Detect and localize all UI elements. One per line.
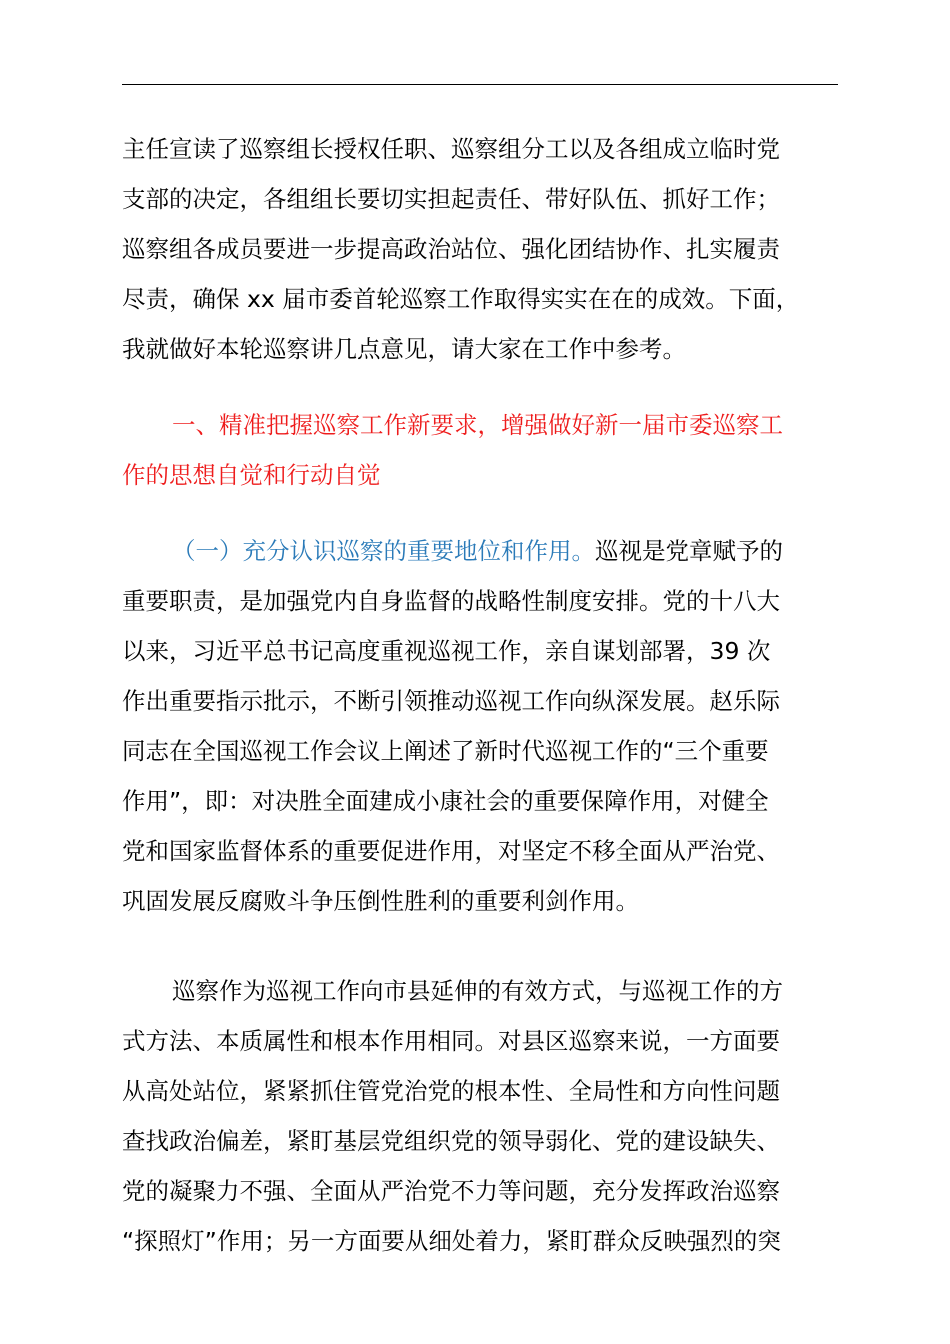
text-line: 同志在全国巡视工作会议上阐述了新时代巡视工作的“三个重要: [122, 737, 769, 765]
text-line: 重要职责，是加强党内自身监督的战略性制度安排。党的十八大: [122, 587, 780, 615]
text-line: 作用”，即：对决胜全面建成小康社会的重要保障作用，对健全: [122, 787, 769, 815]
text-line: “探照灯”作用；另一方面要从细处着力，紧盯群众反映强烈的突: [122, 1227, 781, 1255]
text-line: 作出重要指示批示，不断引领推动巡视工作向纵深发展。赵乐际: [122, 687, 780, 715]
text-line: 支部的决定，各组组长要切实担起责任、带好队伍、抓好工作；: [122, 185, 780, 213]
text-line: 以来，习近平总书记高度重视巡视工作，亲自谋划部署，39 次: [122, 637, 771, 665]
text-line: 查找政治偏差，紧盯基层党组织党的领导弱化、党的建设缺失、: [122, 1127, 780, 1155]
text-line: 党的凝聚力不强、全面从严治党不力等问题，充分发挥政治巡察: [122, 1177, 780, 1205]
text-fragment: 巡视是党章赋予的: [595, 537, 783, 565]
paragraph-county-inspection: [122, 966, 838, 1266]
text-line: 尽责，确保 xx 届市委首轮巡察工作取得实实在在的成效。下面，: [122, 285, 800, 313]
section-heading-1: [122, 400, 838, 500]
heading-line: 作的思想自觉和行动自觉: [122, 461, 381, 489]
text-line: 党和国家监督体系的重要促进作用，对坚定不移全面从严治党、: [122, 837, 780, 865]
text-line: 巡察作为巡视工作向市县延伸的有效方式，与巡视工作的方: [172, 977, 783, 1005]
text-line: 主任宣读了巡察组长授权任职、巡察组分工以及各组成立临时党: [122, 135, 780, 163]
paragraph-intro-continued: [122, 124, 838, 374]
text-line: 从高处站位，紧紧抓住管党治党的根本性、全局性和方向性问题: [122, 1077, 780, 1105]
text-line: 我就做好本轮巡察讲几点意见，请大家在工作中参考。: [122, 335, 686, 363]
paragraph-role-of-inspection: [122, 526, 838, 926]
header-rule: [122, 84, 838, 85]
heading-line: 一、精准把握巡察工作新要求，增强做好新一届市委巡察工: [172, 411, 783, 439]
text-line: 巡察组各成员要进一步提高政治站位、强化团结协作、扎实履责: [122, 235, 780, 263]
text-line-first: [122, 526, 838, 576]
text-line: 式方法、本质属性和根本作用相同。对县区巡察来说，一方面要: [122, 1027, 780, 1055]
subheading-1: （一）充分认识巡察的重要地位和作用。: [172, 537, 595, 565]
document-body: [122, 124, 838, 1266]
text-line: 巩固发展反腐败斗争压倒性胜利的重要利剑作用。: [122, 887, 639, 915]
